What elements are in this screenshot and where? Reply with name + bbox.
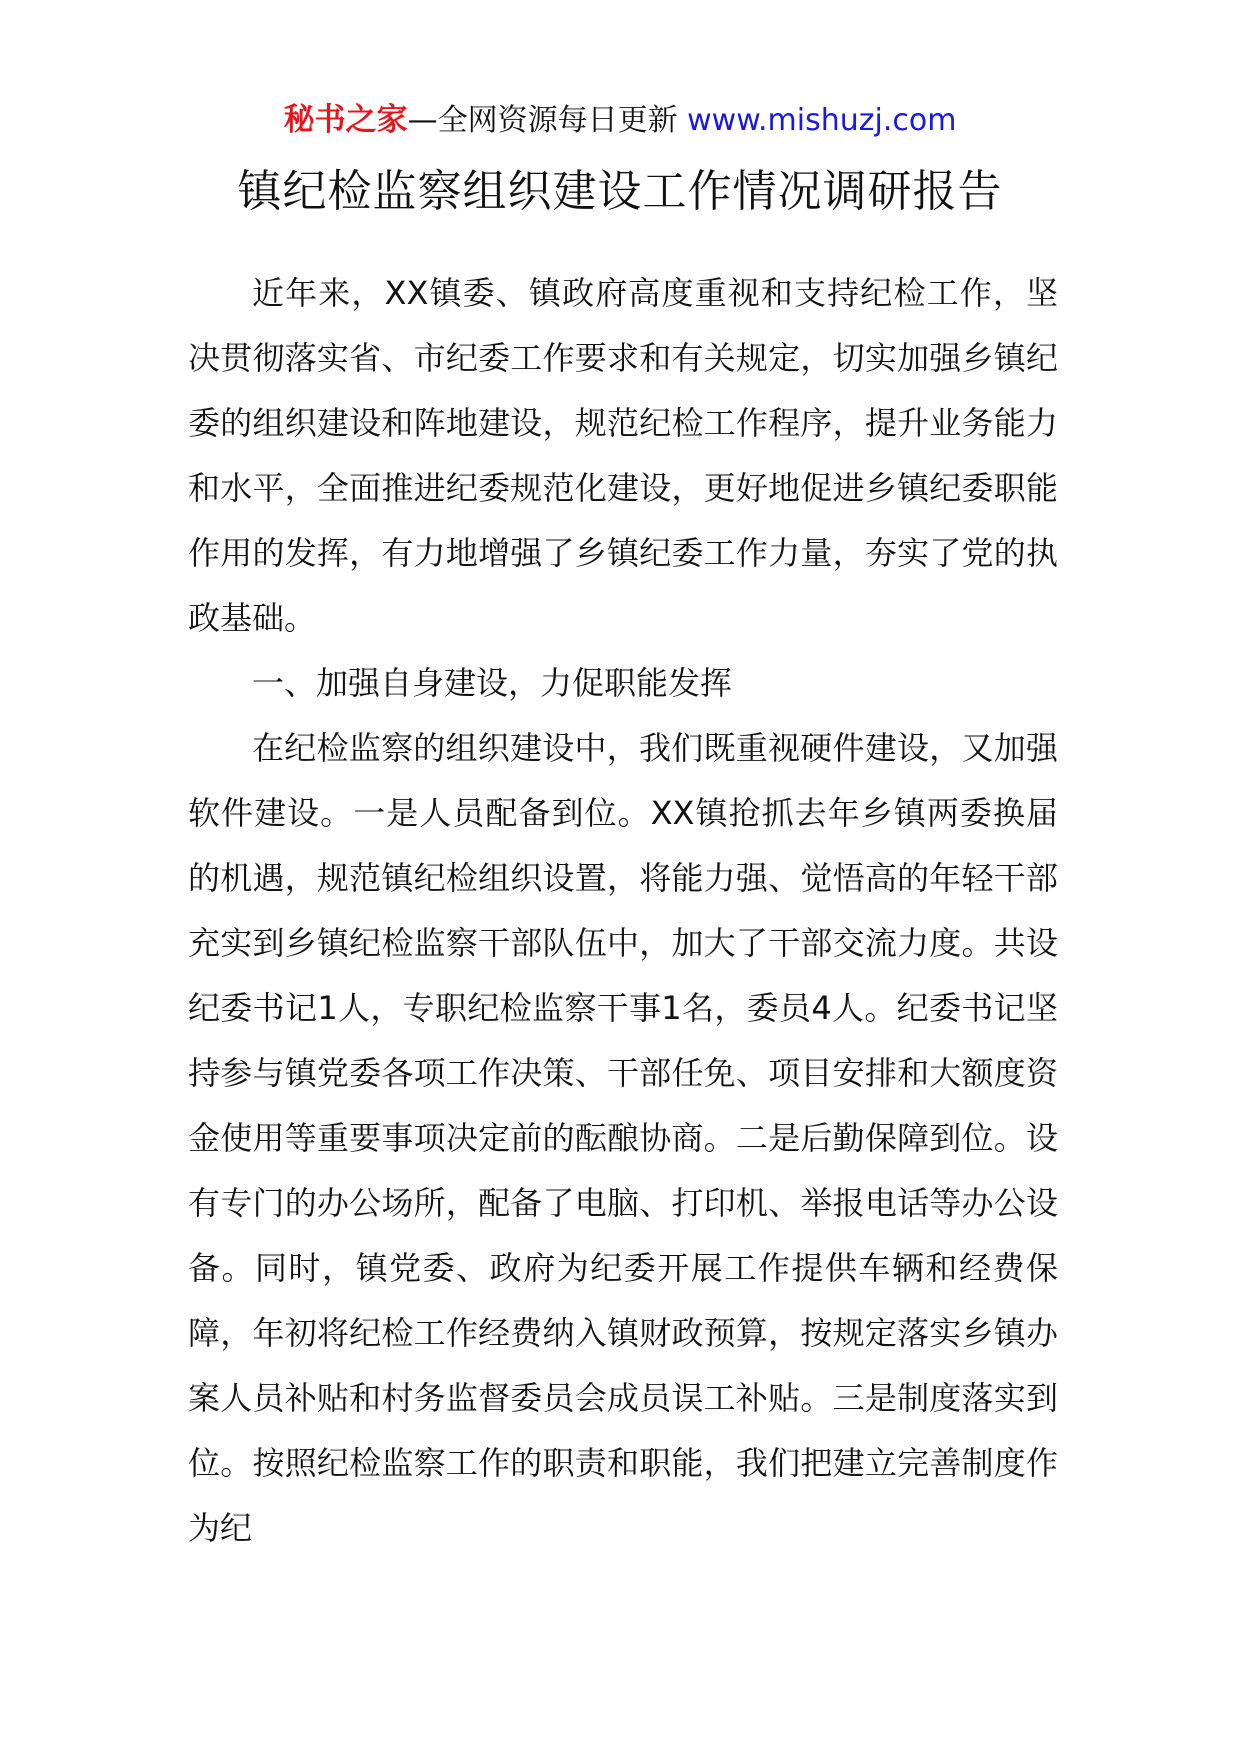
section-heading: 一、加强自身建设，力促职能发挥 (252, 664, 733, 702)
section-paragraph: 在纪检监察的组织建设中，我们既重视硬件建设，又加强软件建设。一是人员配备到位。XX镇抢抓去年乡镇两委换届的机遇，规范镇纪检组织设置，将能力强、觉悟高的年轻干部充实到乡镇纪检监察干部队伍中，加大了干部交流力度。共设纪委书记1人，专职纪检监察干事1名，委员4人。纪委书记坚持参与镇党委各项工作决策、干部任免、项目安排和大额度资金使用等重要事项决定前的酝酿协商。二是后勤保障到位。设有专门的办公场所，配备了电脑、打印机、举报电话等办公设备。同时，镇党委、政府为纪委开展工作提供车辆和经费保障，年初将纪检工作经费纳入镇财政预算，按规定落实乡镇办案人员补贴和村务监督委员会成员误工补贴。三是制度落实到位。按照纪检监察工作的职责和职能，我们把建立完善制度作为纪 (188, 729, 1058, 1547)
site-slogan: —全网资源每日更新 (407, 103, 678, 138)
site-header (0, 100, 1240, 141)
site-brand: 秘书之家 (283, 102, 408, 138)
document-title: 镇纪检监察组织建设工作情况调研报告 (237, 166, 1003, 217)
document-body (188, 261, 1058, 1561)
intro-paragraph: 近年来，XX镇委、镇政府高度重视和支持纪检工作，坚决贯彻落实省、市纪委工作要求和有关规定，切实加强乡镇纪委的组织建设和阵地建设，规范纪检工作程序，提升业务能力和水平，全面推进纪委规范化建设，更好地促进乡镇纪委职能作用的发挥，有力地增强了乡镇纪委工作力量，夯实了党的执政基础。 (188, 274, 1058, 637)
site-url-link[interactable]: www.mishuzj.com (687, 103, 957, 138)
